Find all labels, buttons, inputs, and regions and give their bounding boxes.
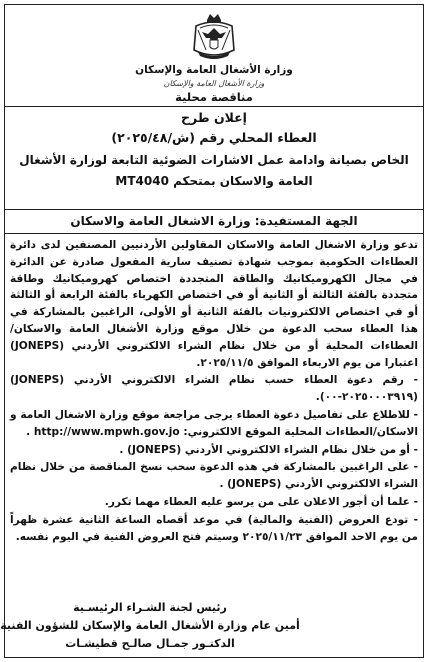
- notice-body: [10, 237, 418, 545]
- list-item: - للاطلاع على تفاصيل دعوة العطاء يرجى مراجعة موقع وزارة الاشغال العامة و الاسكان/العطاءات المحلية الموقع الالكتروني: http://www.mpwh.gov.jo .: [10, 408, 418, 438]
- list-item: - على الراغبين بالمشاركة في هذه الدعوة سحب نسخ المناقصة من خلال نظام الشراء الالكتروني الأردني (JONEPS) .: [10, 461, 418, 491]
- tender-description: الخاص بصيانة وادامة عمل الاشارات الضوئية التابعة لوزارة الأشغال العامة والاسكان بمتحكم MT4040: [19, 153, 409, 188]
- tender-type: مناقصة محلية: [175, 90, 253, 104]
- ministry-name: وزارة الأشغال العامة والإسكان: [135, 64, 293, 76]
- list-item: - علما أن أجور الاعلان على من يرسو عليه العطاء مهما تكرر.: [104, 495, 418, 508]
- signature-position: أمين عام وزارة الأشغال العامة والإسكان للشؤون الفنية: [0, 619, 300, 632]
- intro-paragraph: تدعو وزارة الاشغال العامة والاسكان المقاولين الأردنيين المصنفين لدى دائرة العطاءات الحكومية بموجب شهادة تصنيف سارية المفعول صادرة عن الدائرة في مجال الكهروميكانيك والطاقة المتجددة اختصاص كهروميكانيك وطاقة متجددة بالفئة الثالثة أو الثانية أو في اختصاص الكهرباء بالفئة الرابعة أو الثالثة أو في اختصاص الالكترونيات بالفئة الثانية أو الأولى، الراغبين بالمشاركة في هذا العطاء سحب الدعوة من خلال موقع وزارة الأشغال العامة والاسكان/ العطاءات المحلية أو من خلال نظام الشراء الالكتروني الأردني (JONEPS) اعتبارا من يوم الاربعاء الموافق ٢٠٢٥/١١/٥.: [10, 239, 418, 369]
- ministry-name-secondary: وزارة الأشغال العامة والإسكان: [163, 79, 265, 88]
- signature-title: رئيس لجنة الشـراء الرئيسـية: [73, 601, 227, 614]
- list-item: - تودع العروض (الفنية والمالية) في موعد أقصاه الساعة الثانية عشرة ظهراً من يوم الاحد الموافق ٢٠٢٥/١١/٢٣ وسيتم فتح العروض الفنية في اليوم نفسه.: [10, 513, 418, 543]
- announcement-title: إعلان طرح: [181, 110, 247, 125]
- divider: [4, 106, 424, 107]
- beneficiary: الجهة المستفيدة: وزارة الاشغال العامة والاسكان: [70, 214, 358, 228]
- list-item: - رقم دعوة العطاء حسب نظام الشراء الالكتروني الأردني (JONEPS) (٢٠٢٥٠٠٠٣٩١٩-٠٠).: [10, 374, 418, 404]
- signature-name: الدكتـور جمـال صالـح قطيشـات: [65, 637, 235, 650]
- list-item: - أو من خلال نظام الشراء الالكتروني الأردني (JONEPS) .: [119, 443, 418, 456]
- divider: [4, 209, 424, 210]
- divider: [4, 233, 424, 234]
- tender-number: العطاء المحلي رقم (ش/٢٠٢٥/٤٨): [111, 130, 317, 145]
- jordan-coat-of-arms-icon: [188, 10, 240, 62]
